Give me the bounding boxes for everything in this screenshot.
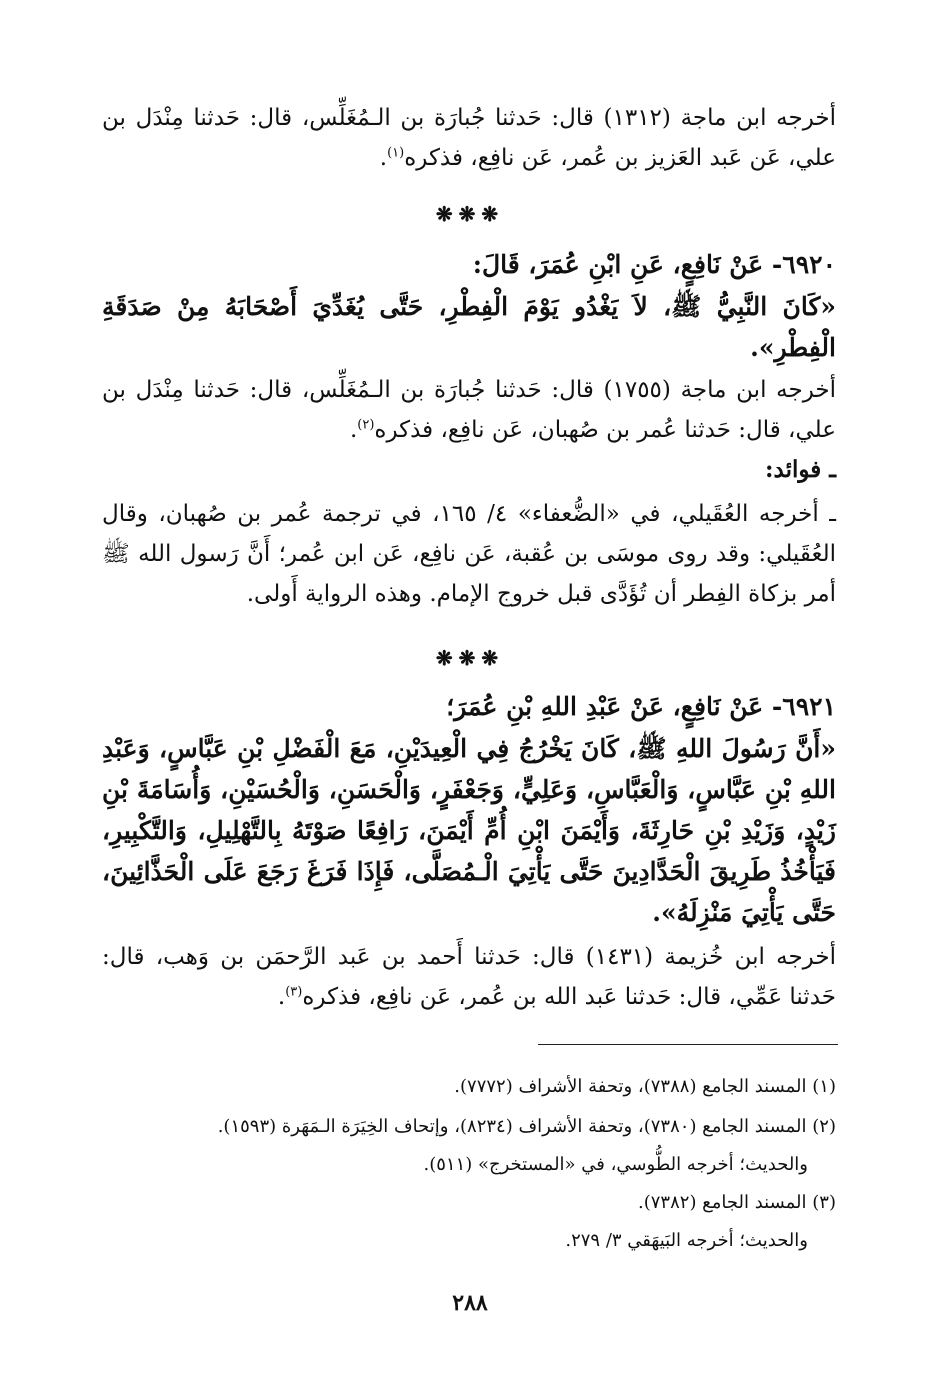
page-number: ٢٨٨ — [452, 1290, 488, 1316]
takhrij-text: أخرجه ابن ماجة (١٧٥٥) قال: حَدثنا جُبارَة بن الـمُغَلِّس، قال: حَدثنا مِنْدَل بن علي، قال: حَدثنا عُمر بن صُهبان، عَن نافِع، فذكره — [102, 377, 836, 443]
takhrij-text: أخرجه ابن ماجة (١٣١٢) قال: حَدثنا جُبارَة بن الـمُغَلِّس، قال: حَدثنا مِنْدَل بن علي، عَن عَبد العَزيز بن عُمر، عَن نافِع، فذكره — [102, 105, 836, 171]
sentence-end: . — [277, 984, 286, 1010]
fawaid-text: ـ أخرجه العُقَيلي، في «الضُّعفاء» ٤/ ١٦٥، في ترجمة عُمر بن صُهبان، وقال العُقَيلي: وقد روى موسَى بن عُقبة، عَن نافِع، عَن ابن عُمر؛ أَنَّ رَسول الله ﷺ أمر بزكاة الفِطر أن تُؤَدَّى قبل خروج الإمام. وهذه الرواية أَولى. — [102, 501, 837, 607]
footnote-marker: (١) — [387, 145, 405, 161]
footnote-marker: (٣) — [285, 984, 303, 1000]
footnote-3-continuation: والحديث؛ أخرجه البَيهَقي ٣/ ٢٧٩. — [565, 1230, 808, 1251]
section-separator: ❋❋❋ — [435, 646, 505, 670]
footnote-marker: (٢) — [357, 417, 375, 433]
footnote-2-continuation: والحديث؛ أخرجه الطُّوسي، في «المستخرج» (٥١١). — [423, 1154, 808, 1175]
takhrij-text: أخرجه ابن خُزيمة (١٤٣١) قال: حَدثنا أَحمد بن عَبد الرَّحمَن بن وَهب، قال: حَدثنا عَمِّي، قال: حَدثنا عَبد الله بن عُمر، عَن نافِع، فذكره — [102, 944, 836, 1010]
hadith-6921 — [102, 686, 836, 1017]
footnote-3: (٣) المسند الجامع (٧٣٨٢). — [638, 1192, 836, 1213]
footnote-divider — [538, 1044, 838, 1045]
hadith-matn: «أَنَّ رَسُولَ اللهِ ﷺ، كَانَ يَخْرُجُ فِي الْعِيدَيْنِ، مَعَ الْفَضْلِ بْنِ عَبَّاسٍ، وَعَبْدِ اللهِ بْنِ عَبَّاسٍ، وَالْعَبَّاسِ، وَعَلِيٍّ، وَجَعْفَرٍ، وَالْحَسَنِ، وَالْحُسَيْنِ، وَأُسَامَةَ بْنِ زَيْدٍ، وَزَيْدِ بْنِ حَارِثَةَ، وَأَيْمَنَ ابْنِ أُمِّ أَيْمَنَ، رَافِعًا صَوْتَهُ بِالتَّهْلِيلِ، وَالتَّكْبِيرِ، فَيَأْخُذُ طَرِيقَ الْحَدَّادِينَ حَتَّى يَأْتِيَ الْـمُصَلَّى، فَإِذَا فَرَغَ رَجَعَ عَلَى الْحَذَّائِينَ، حَتَّى يَأْتِيَ مَنْزِلَهُ». — [102, 734, 836, 927]
fawaid-title: ـ فوائد: — [765, 456, 836, 483]
hadith-heading: ٦٩٢٠- عَنْ نَافِعٍ، عَنِ ابْنِ عُمَرَ، قَالَ: — [472, 250, 836, 279]
hadith-heading: ٦٩٢١- عَنْ نَافِعٍ، عَنْ عَبْدِ اللهِ بْنِ عُمَرَ؛ — [446, 692, 836, 721]
sentence-end: . — [379, 145, 388, 171]
hadith-matn: «كَانَ النَّبِيُّ ﷺ، لاَ يَغْدُو يَوْمَ الْفِطْرِ، حَتَّى يُغَدِّيَ أَصْحَابَهُ مِنْ صَدَقَةِ الْفِطْرِ». — [102, 292, 836, 362]
footnote-2: (٢) المسند الجامع (٧٣٨٠)، وتحفة الأشراف (٨٢٣٤)، وإتحاف الخِيَرَة الـمَهَرة (١٥٩٣). — [217, 1116, 836, 1137]
footnote-1: (١) المسند الجامع (٧٣٨٨)، وتحفة الأشراف (٧٧٧٢). — [454, 1076, 836, 1097]
sentence-end: . — [349, 417, 358, 443]
section-separator: ❋❋❋ — [435, 202, 505, 226]
fawaid-section — [102, 450, 836, 614]
hadith-6920 — [102, 244, 836, 450]
takhrij-paragraph-1 — [102, 98, 836, 178]
